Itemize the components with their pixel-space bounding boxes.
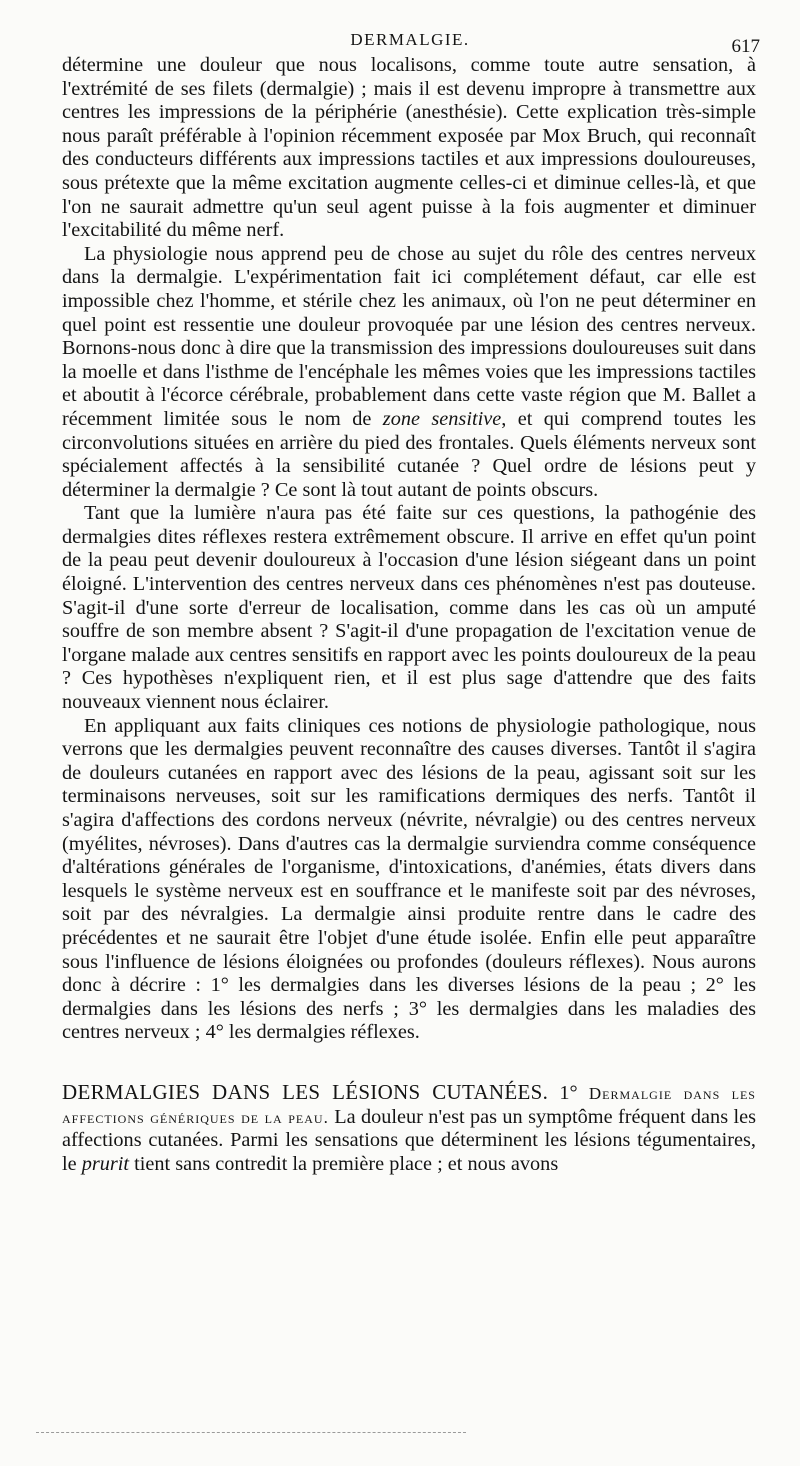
paragraph-3: Tant que la lumière n'aura pas été faite sur ces questions, la pathogénie des dermalgies dites réflexes restera extrêmement obscure. Il arrive en effet qu'un point de la peau peut devenir douloureux à l'occasion d'une lésion siégeant dans un point éloigné. L'intervention des centres nerveux dans ces phénomènes n'est pas douteuse. S'agit-il d'une sorte d'erreur de localisation, comme dans les cas où un amputé souffre de son membre absent ? S'agit-il d'une propagation de l'excitation venue de l'organe malade aux centres sensitifs en rapport avec les points douloureux de la peau ? Ces hypothèses n'expliquent rien, et il est plus sage d'attendre que des faits nouveaux viennent nous éclairer. [62, 502, 756, 714]
paragraph-1: détermine une douleur que nous localisons, comme toute autre sensation, à l'extrémité de ses filets (dermalgie) ; mais il est devenu impropre à transmettre aux centres les impressions de la périphérie (anesthésie). Cette explication très-simple nous paraît préférable à l'opinion récemment exposée par Mox Bruch, qui reconnaît des conducteurs différents aux impressions tactiles et aux impressions douloureuses, sous prétexte que la même excitation augmente celles-ci et diminue celles-là, et que l'on ne saurait admettre qu'un seul agent puisse à la fois augmenter et diminuer l'excitabilité du même nerf. [62, 54, 756, 242]
section-text-b: tient sans contredit la première place ; et nous avons [129, 1152, 559, 1175]
paragraph-2-text-a: La physiologie nous apprend peu de chose au sujet du rôle des centres nerveux dans la dermalgie. L'expérimentation fait ici complétement défaut, car elle est impossible chez l'homme, et stérile chez les animaux, où l'on ne peut déterminer en quel point est ressentie une douleur provoquée par une lésion des centres nerveux. Bornons-nous donc à dire que la transmission des impressions douloureuses suit dans la moelle et dans l'isthme de l'encéphale les mêmes voies que les impressions tactiles et aboutit à l'écorce cérébrale, probablement dans cette vaste région que M. Ballet a récemment limitée sous le nom de [62, 242, 756, 430]
paragraph-2-text-b: , et qui comprend toutes les circonvolutions situées en arrière du pied des frontales. Quels éléments nerveux sont spécialement affectés à la sensibilité cutanée ? Quel ordre de lésions peut y déterminer la dermalgie ? Ce sont là tout autant de points obscurs. [62, 407, 756, 501]
section-subheading: Dermalgie dans les affections génériques de la peau. [62, 1083, 756, 1127]
footer-rule [36, 1432, 466, 1433]
running-head: DERMALGIE. [350, 30, 470, 49]
section-paragraph [62, 1081, 756, 1176]
page-body [62, 54, 756, 1176]
section-heading: DERMALGIES DANS LES LÉSIONS CUTANÉES. [62, 1079, 549, 1104]
page-number: 617 [731, 36, 760, 57]
paragraph-4: En appliquant aux faits cliniques ces notions de physiologie pathologique, nous verrons que les dermalgies peuvent reconnaître des causes diverses. Tantôt il s'agira de douleurs cutanées en rapport avec des lésions de la peau, agissant soit sur les terminaisons nerveuses, soit sur les ramifications dermiques des nerfs. Tantôt il s'agira d'affections des cordons nerveux (névrite, névralgie) ou des centres nerveux (myélites, névroses). Dans d'autres cas la dermalgie surviendra comme conséquence d'altérations générales de l'organisme, d'intoxications, d'anémies, états divers dans lesquels le système nerveux est en souffrance et le manifeste soit par des névroses, soit par des névralgies. La dermalgie ainsi produite rentre dans le cadre des précédentes et ne saurait être l'objet d'une étude isolée. Enfin elle peut apparaître sous l'influence de lésions éloignées ou profondes (douleurs réflexes). Nous aurons donc à décrire : 1° les dermalgies dans les diverses lésions de la peau ; 2° les dermalgies dans les lésions des nerfs ; 3° les dermalgies dans les maladies des centres nerveux ; 4° les dermalgies réflexes. [62, 714, 756, 1044]
page-header [60, 26, 760, 56]
paragraph-2-italic: zone sensitive [382, 407, 502, 430]
paragraph-2 [62, 243, 756, 503]
section-number: 1° [559, 1081, 578, 1104]
section-italic: prurit [81, 1152, 130, 1175]
section-text-a: La douleur n'est pas un symptôme fréquent dans les affections cutanées. Parmi les sensations que déterminent les lésions tégumentaires, le [62, 1105, 756, 1175]
